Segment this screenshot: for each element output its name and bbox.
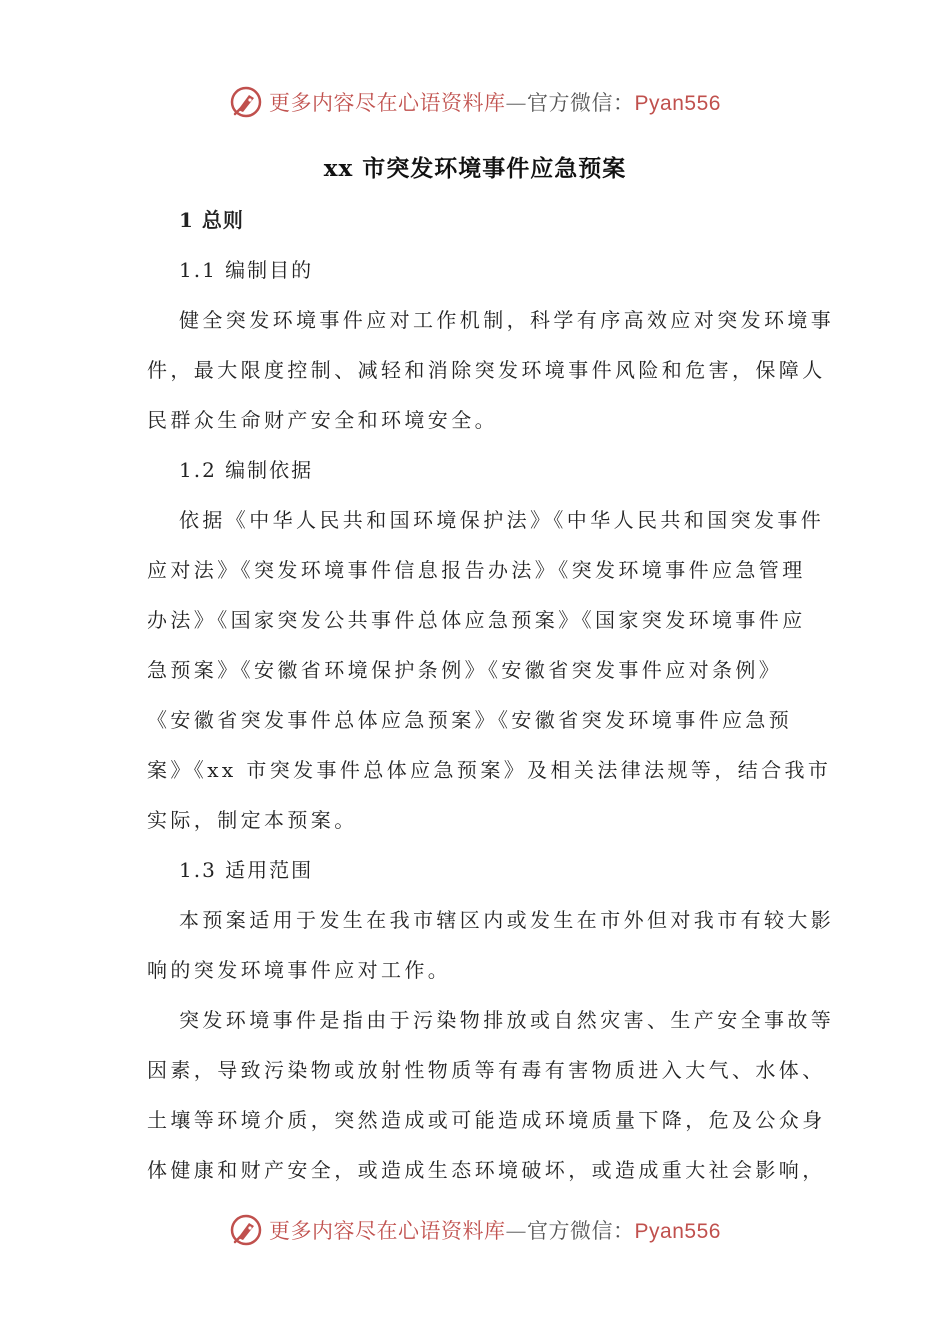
paragraph-line: 响的突发环境事件应对工作。 [147,958,452,982]
banner-content [229,85,721,119]
pen-nib-logo-icon [229,85,263,119]
document-title: xx 市突发环境事件应急预案 [323,155,627,182]
paragraph-line: 土壤等环境介质，突然造成或可能造成环境质量下降，危及公众身 [147,1108,826,1132]
banner-official-label: 官方微信： [527,91,635,115]
banner-text [269,1215,721,1245]
paragraph-line: 件，最大限度控制、减轻和消除突发环境事件风险和危害，保障人 [147,358,826,382]
paragraph-line: 急预案》《安徽省环境保护条例》《安徽省突发事件应对条例》 [147,658,783,682]
section-heading-1-3: 1.3 适用范围 [179,858,314,882]
top-banner [0,82,950,122]
paragraph-line: 突发环境事件是指由于污染物排放或自然灾害、生产安全事故等 [179,1008,835,1032]
bottom-banner [0,1210,950,1250]
banner-dash: — [505,1219,528,1243]
paragraph-line: 本预案适用于发生在我市辖区内或发生在市外但对我市有较大影 [179,908,835,932]
paragraph-line: 民群众生命财产安全和环境安全。 [147,408,498,432]
paragraph-line: 健全突发环境事件应对工作机制，科学有序高效应对突发环境事 [179,308,835,332]
paragraph-line: 应对法》《突发环境事件信息报告办法》《突发环境事件应急管理 [147,558,806,582]
banner-content [229,1213,721,1247]
banner-wechat-id: Pyan556 [634,92,721,115]
section-heading-1-1: 1.1 编制目的 [179,258,314,282]
paragraph-line: 依据《中华人民共和国环境保护法》《中华人民共和国突发事件 [179,508,825,532]
banner-wechat-id: Pyan556 [634,1220,721,1243]
banner-text [269,87,721,117]
banner-dash: — [505,91,528,115]
section-heading-1-2: 1.2 编制依据 [179,458,314,482]
paragraph-line: 案》《xx 市突发事件总体应急预案》及相关法律法规等，结合我市 [147,758,832,782]
paragraph-line: 《安徽省突发事件总体应急预案》《安徽省突发环境事件应急预 [147,708,793,732]
paragraph-line: 体健康和财产安全，或造成生态环境破坏，或造成重大社会影响， [147,1158,826,1182]
banner-promo-text: 更多内容尽在心语资料库 [269,1219,506,1243]
paragraph-line: 办法》《国家突发公共事件总体应急预案》《国家突发环境事件应 [147,608,806,632]
banner-promo-text: 更多内容尽在心语资料库 [269,91,506,115]
section-heading-1: 1 总则 [179,208,244,232]
document-body [147,195,835,1195]
banner-official-label: 官方微信： [527,1219,635,1243]
paragraph-line: 实际，制定本预案。 [147,808,358,832]
paragraph-line: 因素，导致污染物或放射性物质等有毒有害物质进入大气、水体、 [147,1058,826,1082]
pen-nib-logo-icon [229,1213,263,1247]
